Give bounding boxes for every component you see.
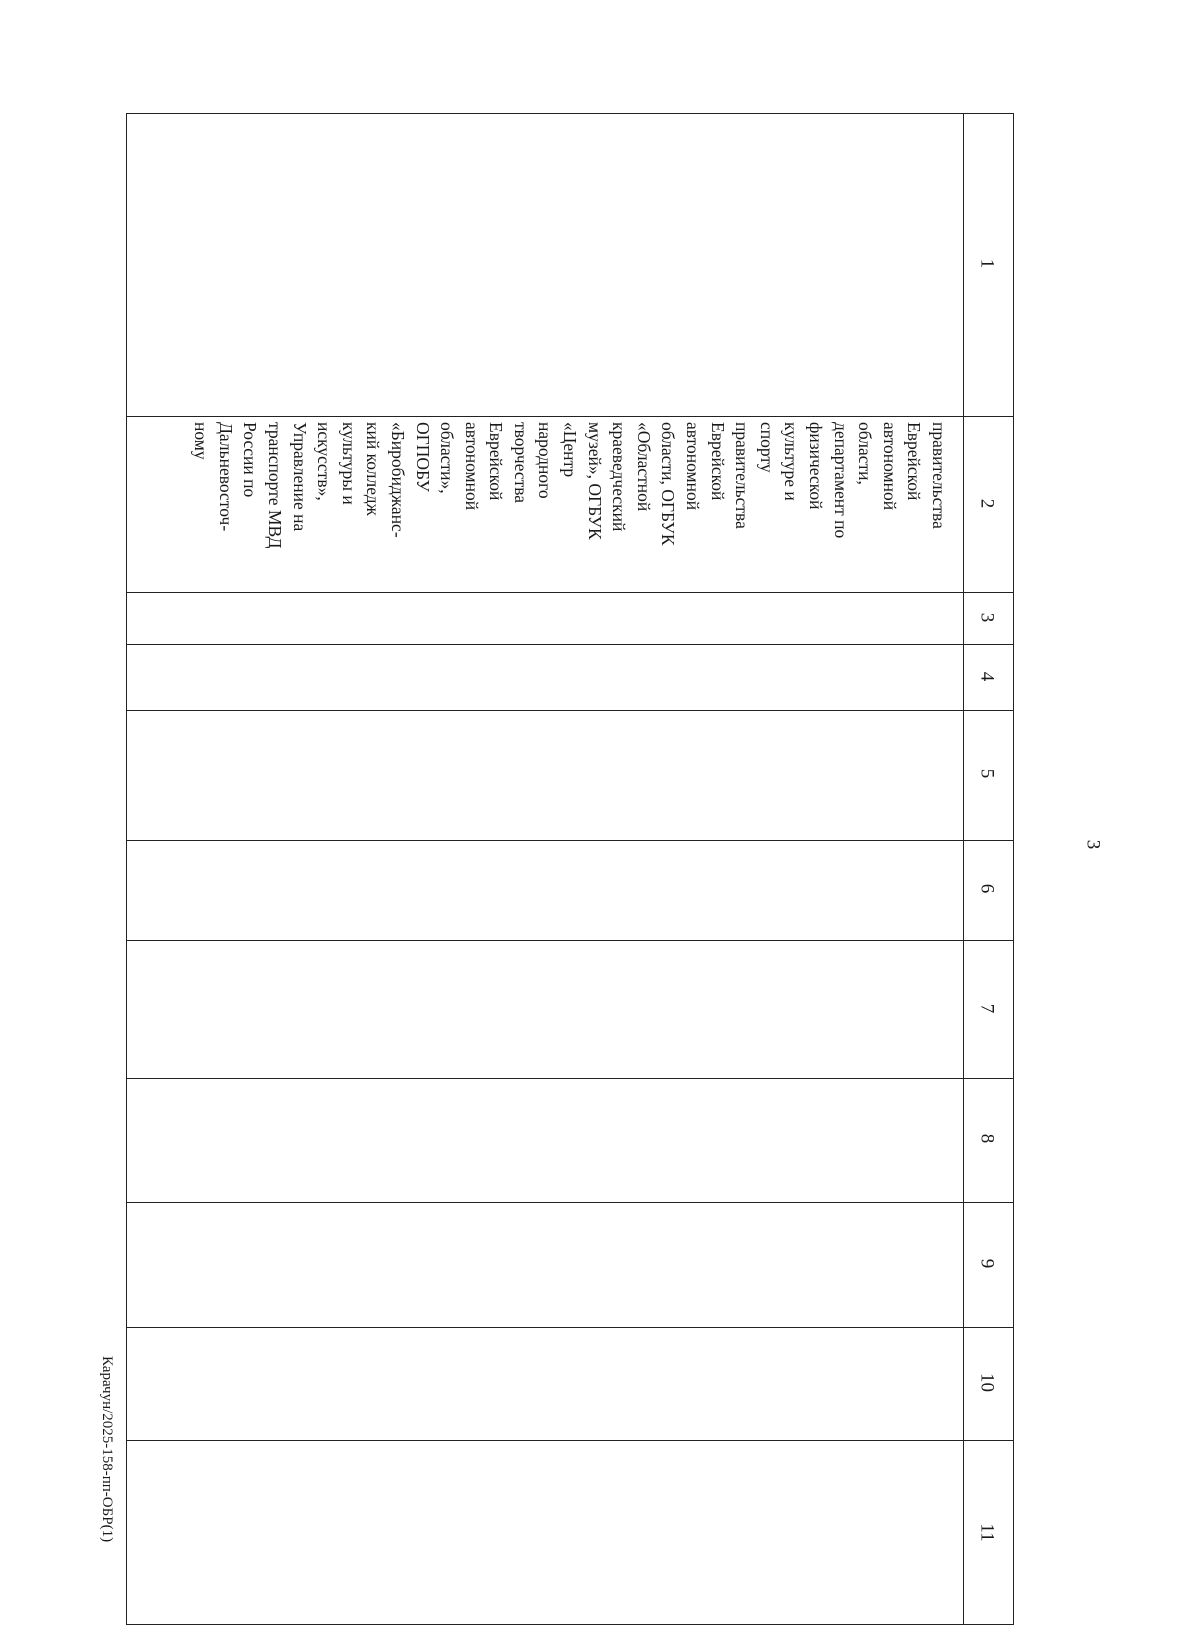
cell-col2-line: Еврейской bbox=[486, 422, 507, 501]
col-divider-9 bbox=[127, 1327, 1013, 1328]
col-number-9: 9 bbox=[976, 1258, 998, 1269]
cell-col2-line: кий колледж bbox=[363, 422, 384, 516]
cell-col2-line: ному bbox=[191, 422, 212, 460]
cell-col2-line: автономной bbox=[461, 422, 482, 511]
col-divider-3 bbox=[127, 644, 1013, 645]
col-number-2: 2 bbox=[976, 498, 998, 509]
col-number-8: 8 bbox=[976, 1133, 998, 1144]
cell-col2-line: «Центр bbox=[560, 422, 581, 478]
col-divider-1 bbox=[127, 416, 1013, 417]
cell-col2-line: правительства bbox=[732, 422, 753, 529]
cell-col2-line: департамент по bbox=[830, 422, 851, 539]
cell-col2-line: «Областной bbox=[633, 422, 654, 512]
col-number-10: 10 bbox=[976, 1373, 998, 1392]
col-number-4: 4 bbox=[976, 671, 998, 682]
cell-col2-line: ОГПОБУ bbox=[412, 422, 433, 492]
cell-col2-line: искусств», bbox=[314, 422, 335, 501]
header-divider bbox=[963, 114, 964, 1624]
cell-col2-line: Управление на bbox=[289, 422, 310, 532]
cell-col2-line: Еврейской bbox=[904, 422, 925, 501]
col-divider-8 bbox=[127, 1202, 1013, 1203]
footer-code-text: Карачун/2025-158-пп-ОБР(1) bbox=[99, 1356, 115, 1543]
cell-col2-line: области», bbox=[437, 422, 458, 494]
col-divider-10 bbox=[127, 1440, 1013, 1441]
cell-col2-line: физической bbox=[806, 422, 827, 510]
cell-col2-line: Дальневосточ- bbox=[215, 422, 236, 532]
col-number-7: 7 bbox=[976, 1003, 998, 1014]
cell-col2-line: музей», ОГБУК bbox=[584, 422, 605, 540]
cell-col2-line: области, bbox=[855, 422, 876, 485]
col-number-6: 6 bbox=[976, 883, 998, 894]
cell-col2-line: краеведческий bbox=[609, 422, 630, 532]
col-number-5: 5 bbox=[976, 768, 998, 779]
rotated-table bbox=[126, 113, 1014, 1625]
col-number-11: 11 bbox=[976, 1523, 998, 1542]
col-divider-7 bbox=[127, 1078, 1013, 1079]
col-number-3: 3 bbox=[976, 612, 998, 623]
col-divider-4 bbox=[127, 710, 1013, 711]
cell-col2-line: области, ОГБУК bbox=[658, 422, 679, 546]
col-divider-6 bbox=[127, 940, 1013, 941]
cell-col2-line: народного bbox=[535, 422, 556, 499]
cell-col2-line: спорту bbox=[756, 422, 777, 473]
cell-col2-line: культуры и bbox=[338, 422, 359, 505]
page-number: 3 bbox=[1082, 839, 1104, 850]
col-divider-2 bbox=[127, 592, 1013, 593]
cell-col2-line: правительства bbox=[929, 422, 949, 529]
cell-col2-line: творчества bbox=[510, 422, 531, 504]
cell-col2-line: России по bbox=[240, 422, 261, 498]
cell-col2-line: автономной bbox=[879, 422, 900, 511]
cell-col2-line: Еврейской bbox=[707, 422, 728, 501]
col-number-1: 1 bbox=[976, 258, 998, 269]
cell-col2-line: «Биробиджанс- bbox=[387, 422, 408, 538]
cell-col2-line: культуре и bbox=[781, 422, 802, 501]
cell-col2-line: автономной bbox=[683, 422, 704, 511]
col-divider-5 bbox=[127, 840, 1013, 841]
cell-col2-line: транспорте МВД bbox=[264, 422, 285, 549]
cell-col2-lines bbox=[189, 422, 951, 548]
